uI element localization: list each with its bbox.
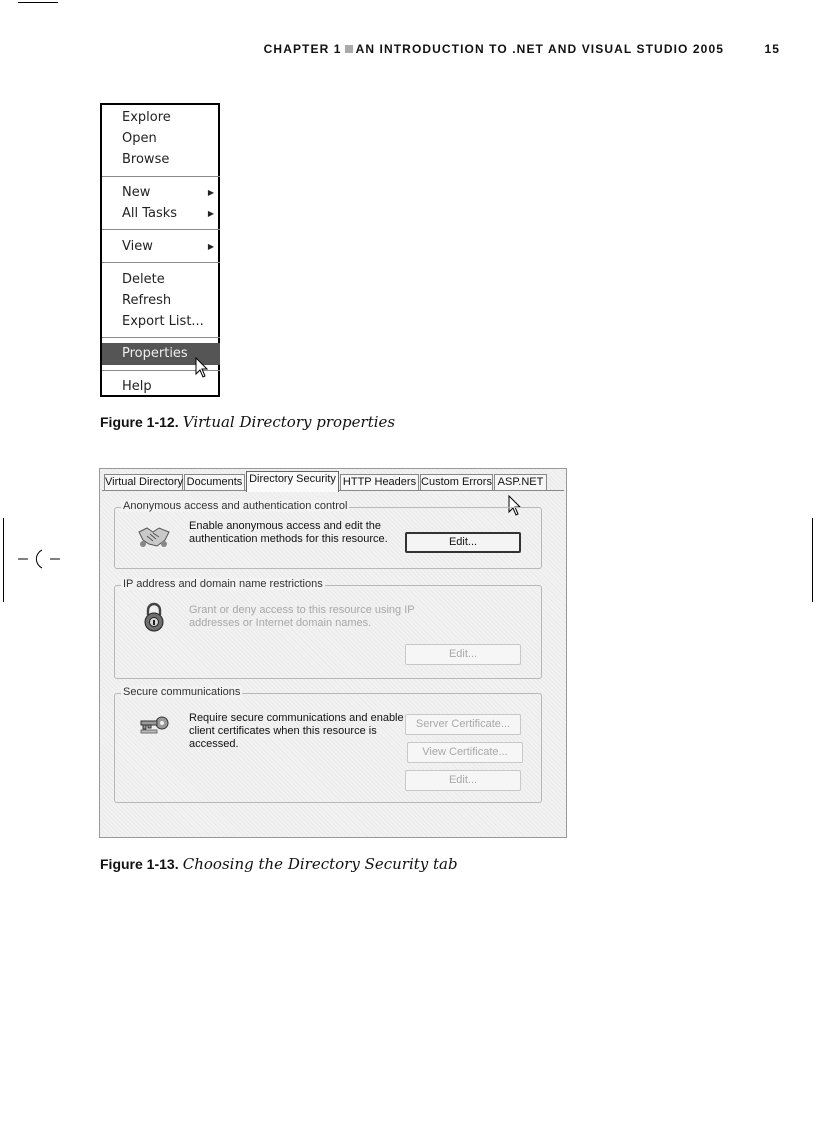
description-line: Require secure communications and enable: [189, 712, 404, 724]
description-line: authentication methods for this resource.: [189, 533, 388, 545]
tab-custom-errors[interactable]: Custom Errors: [420, 474, 493, 491]
running-header: [263, 42, 780, 60]
menu-item-label: View: [122, 239, 153, 254]
menu-item-label: New: [122, 185, 151, 200]
secure-communications-group: [114, 686, 542, 803]
menu-separator: [102, 337, 220, 338]
tab-virtual-directory[interactable]: Virtual Directory: [104, 474, 183, 491]
menu-item-view[interactable]: [102, 236, 220, 257]
menu-item-export-list[interactable]: Export List...: [122, 314, 204, 329]
anonymous-access-group: [114, 500, 542, 569]
secure-edit-button[interactable]: Edit...: [405, 770, 521, 791]
running-header-chapter: [264, 42, 724, 56]
secure-description: [189, 712, 404, 751]
menu-item-delete[interactable]: Delete: [122, 272, 165, 287]
submenu-arrow-icon: ▶: [207, 242, 214, 251]
menu-separator: [102, 176, 220, 177]
tab-asp-net[interactable]: ASP.NET: [494, 474, 547, 491]
tab-directory-security[interactable]: Directory Security: [246, 471, 339, 492]
figure-label: Figure 1-12.: [100, 414, 179, 430]
context-menu: [100, 103, 220, 397]
group-title: Anonymous access and authentication control: [123, 500, 348, 512]
description-line: addresses or Internet domain names.: [189, 617, 372, 629]
handshake-icon: [137, 522, 171, 550]
figure-caption-text: Virtual Directory properties: [182, 413, 396, 431]
mouse-cursor-icon: [195, 357, 209, 379]
ip-restrictions-group: [114, 578, 542, 679]
figure-1-12-caption: [100, 413, 395, 431]
anonymous-description: [189, 520, 388, 546]
server-certificate-button[interactable]: Server Certificate...: [405, 714, 521, 735]
properties-dialog: [99, 468, 567, 838]
chapter-number: CHAPTER 1: [263, 42, 342, 56]
figure-caption-text: Choosing the Directory Security tab: [182, 855, 458, 873]
separator-square-icon: [345, 45, 353, 53]
menu-item-refresh[interactable]: Refresh: [122, 293, 172, 308]
keys-icon: [139, 714, 171, 736]
figure-1-13-caption: [100, 855, 458, 873]
crop-mark-left: [3, 518, 4, 602]
description-line: Enable anonymous access and edit the: [189, 520, 382, 532]
padlock-icon: [143, 602, 165, 632]
crop-mark-right: [812, 518, 813, 602]
crop-mark-top: [18, 2, 58, 3]
description-line: Grant or deny access to this resource using IP: [189, 604, 415, 616]
submenu-arrow-icon: ▶: [207, 209, 214, 218]
menu-item-open[interactable]: Open: [122, 131, 157, 146]
menu-item-all-tasks[interactable]: [102, 203, 220, 224]
tab-documents[interactable]: Documents: [184, 474, 245, 491]
description-line: accessed.: [189, 738, 239, 750]
group-title: IP address and domain name restrictions: [123, 578, 323, 590]
menu-item-explore[interactable]: Explore: [122, 110, 171, 125]
description-line: client certificates when this resource is: [189, 725, 377, 737]
page-number: 15: [764, 42, 780, 56]
chapter-title: AN INTRODUCTION TO .NET AND VISUAL STUDIO 2005: [355, 42, 724, 56]
view-certificate-button[interactable]: View Certificate...: [407, 742, 523, 763]
tab-http-headers[interactable]: HTTP Headers: [340, 474, 419, 491]
ip-edit-button[interactable]: Edit...: [405, 644, 521, 665]
menu-item-properties[interactable]: Properties: [102, 343, 220, 365]
group-title: Secure communications: [123, 686, 241, 698]
anonymous-edit-button[interactable]: Edit...: [405, 532, 521, 553]
registration-mark: [18, 546, 60, 574]
ip-description: [189, 604, 415, 630]
menu-item-label: All Tasks: [122, 206, 178, 221]
figure-label: Figure 1-13.: [100, 856, 179, 872]
menu-item-new[interactable]: [102, 182, 220, 203]
menu-separator: [102, 262, 220, 263]
submenu-arrow-icon: ▶: [207, 188, 214, 197]
menu-item-help[interactable]: Help: [122, 379, 152, 394]
menu-item-browse[interactable]: Browse: [122, 152, 170, 167]
menu-separator: [102, 229, 220, 230]
